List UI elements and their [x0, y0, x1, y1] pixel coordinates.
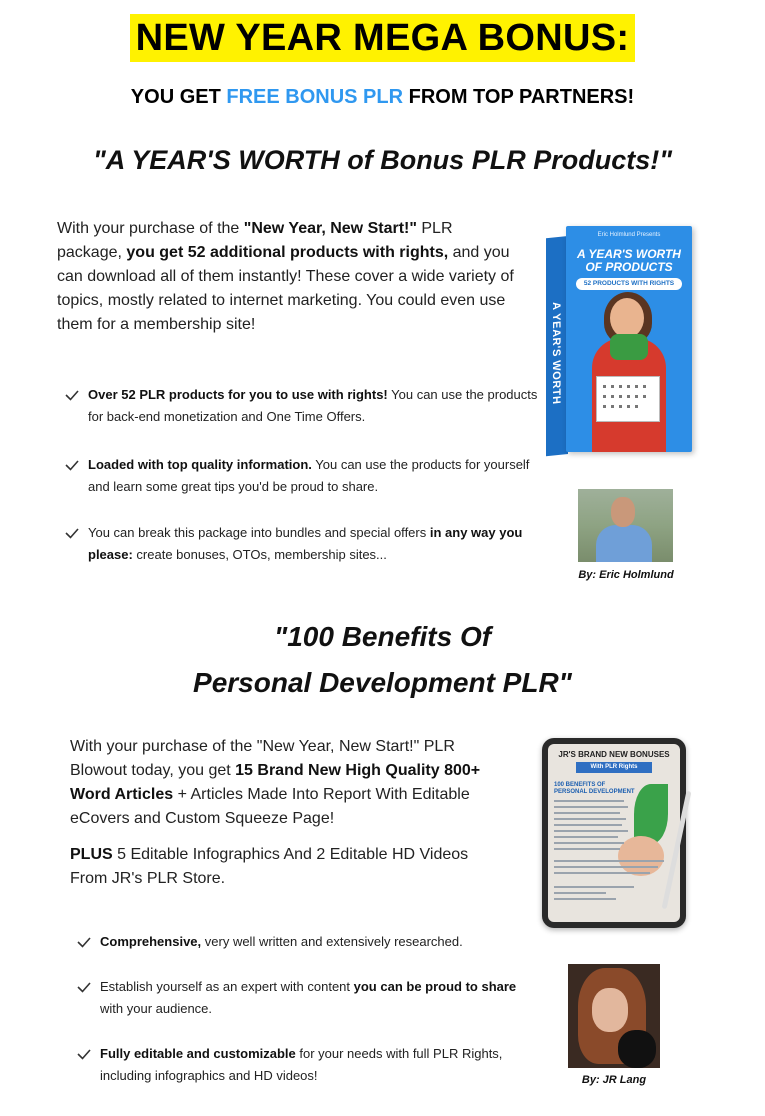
bullet-text: create bonuses, OTOs, membership sites... [132, 547, 387, 562]
intro-text: With your purchase of the "New Year, New Start!" PLR Blowout today, you get [70, 738, 455, 779]
tablet-heading-line1: 100 BENEFITS OF [554, 782, 606, 788]
cat-icon [618, 1030, 656, 1068]
subheadline-text-end: FROM TOP PARTNERS! [403, 86, 635, 108]
section2-title [0, 614, 765, 706]
box-spine [546, 236, 568, 456]
bullet-text: with your audience. [100, 1001, 213, 1016]
bullet-bold: Loaded with top quality information. [88, 457, 312, 472]
bullet-text: You can break this package into bundles and special offers [88, 525, 430, 540]
intro-bold: "New Year, New Start!" [243, 220, 417, 237]
check-icon [76, 931, 92, 953]
leaf-icon [634, 784, 668, 844]
photo-shirt [596, 525, 652, 562]
tablet-title: JR'S BRAND NEW BONUSES [558, 750, 670, 759]
box-pill: 52 PRODUCTS WITH RIGHTS [576, 278, 682, 290]
author-photo-jr [568, 964, 660, 1068]
tablet-ribbon: With PLR Rights [576, 762, 652, 773]
bullet-bold: you can be proud to share [353, 979, 517, 994]
bullet-text: You can use the products for back-end monetization and One Time Offers. [88, 387, 538, 424]
list-item [74, 931, 530, 953]
list-item [74, 976, 530, 1020]
box-title [566, 248, 692, 274]
box-presents: Eric Holmlund Presents [597, 232, 661, 238]
subheadline-highlight: FREE BONUS PLR [226, 86, 404, 108]
byline-eric: By: Eric Holmlund [578, 569, 674, 581]
bullet-bold: Over 52 PLR products for you to use with rights! [88, 387, 388, 402]
tablet-hand [618, 836, 664, 876]
bullet-bold: Comprehensive, [100, 934, 202, 949]
intro-text: With your purchase of the [57, 220, 244, 237]
check-icon [64, 454, 80, 476]
list-item [62, 384, 538, 428]
list-item [62, 522, 538, 566]
check-icon [76, 1043, 92, 1065]
plus-bold: PLUS [70, 846, 113, 863]
intro-bold: 15 Brand New High Quality 800+ Word Articles [70, 762, 481, 803]
section2-intro [70, 735, 490, 831]
box-front [566, 226, 692, 452]
box-woman-scarf [610, 334, 648, 360]
subheadline-text: YOU GET [130, 86, 227, 108]
headline: NEW YEAR MEGA BONUS: [130, 14, 636, 62]
bullet-bold: in any way you please: [88, 525, 523, 562]
bullet-text: very well written and extensively researched. [201, 934, 463, 949]
bullet-text: Establish yourself as an expert with content [100, 979, 354, 994]
bullet-bold: Fully editable and customizable [100, 1046, 296, 1061]
tablet-heading [554, 782, 635, 796]
tablet-screen [548, 744, 680, 922]
tablet-image [528, 730, 696, 934]
list-item [74, 1043, 530, 1087]
headline-wrap [0, 14, 765, 62]
intro-text: + Articles Made Into Report With Editable eCovers and Custom Squeeze Page! [70, 786, 470, 827]
box-title-line2: OF PRODUCTS [585, 260, 673, 274]
box-spine-label: A YEAR'S WORTH [550, 301, 562, 406]
check-icon [64, 522, 80, 544]
box-title-line1: A YEAR'S WORTH [577, 247, 681, 261]
subheadline [0, 86, 765, 109]
section1-title: "A YEAR'S WORTH of Bonus PLR Products!" [92, 145, 673, 175]
check-icon [64, 384, 80, 406]
section2-title-line2: Personal Development PLR" [193, 667, 572, 698]
photo-face [592, 988, 628, 1032]
bullet-text: You can use the products for yourself and learn some great tips you'd be proud to share. [88, 457, 530, 494]
check-icon [76, 976, 92, 998]
section2-title-line1: "100 Benefits Of [273, 621, 492, 652]
author-photo-eric [578, 489, 673, 562]
plus-text: 5 Editable Infographics And 2 Editable HD Videos From JR's PLR Store. [70, 846, 469, 887]
box-woman-face [610, 298, 644, 338]
intro-text: and you can download all of them instantly! These cover a wide variety of topics, mostly related to internet marketing. You could even use them for a membership site! [57, 244, 514, 333]
bullet-text: for your needs with full PLR Rights, including infographics and HD videos! [100, 1046, 503, 1083]
intro-text: PLR package, [57, 220, 453, 261]
list-item [62, 454, 538, 498]
byline-jr: By: JR Lang [581, 1074, 647, 1086]
tablet-heading-line2: PERSONAL DEVELOPMENT [554, 789, 635, 795]
section1-intro [57, 217, 517, 337]
calendar-icon [596, 376, 660, 422]
intro-bold: you get 52 additional products with rights, [126, 244, 449, 261]
section2-plus [70, 843, 490, 891]
photo-head [611, 497, 635, 527]
product-box-image [546, 222, 694, 454]
